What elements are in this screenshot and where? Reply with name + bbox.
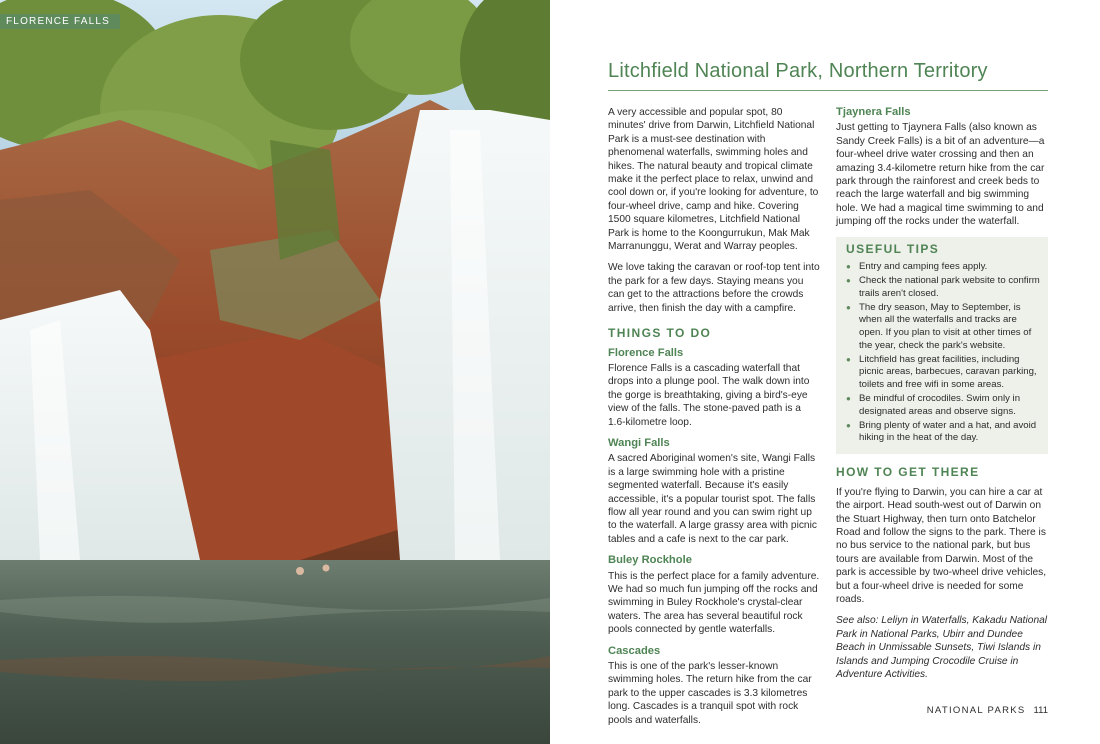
tip-item: ● Entry and camping fees apply. — [846, 261, 1040, 274]
right-column — [836, 106, 1048, 689]
intro-paragraph-2: We love taking the caravan or roof-top tent into the park for a few days. Staying means you can get to the attractions before the crowds arrive, then finish the day with a campfire. — [608, 262, 820, 314]
tip-item: ● The dry season, May to September, is when all the waterfalls and tracks are open. If you plan to visit at other times of the year, check the park's website. — [846, 302, 1040, 352]
photo-caption: FLORENCE FALLS — [0, 14, 120, 29]
page-title: Litchfield National Park, Northern Territory — [608, 60, 988, 82]
tjaynera-falls-text: Just getting to Tjaynera Falls (also known as Sandy Creek Falls) is a bit of an adventure—a four-wheel drive water crossing and then an amazing 3.4-kilometre return hike from the car park through the rainforest and creek beds to reach the large waterfall and big swimming hole. We had a magical time swimming to and jumping off the rocks under the waterfall. — [836, 122, 1045, 228]
how-to-get-there-heading: HOW TO GET THERE — [836, 465, 980, 480]
title-divider — [608, 90, 1048, 91]
wangi-falls-heading: Wangi Falls — [608, 436, 670, 449]
left-column — [608, 106, 820, 735]
see-also-note: See also: Leliyn in Waterfalls, Kakadu National Park in National Parks, Ubirr and Dundee Beach in Unmissable Sunsets, Tiwi Islands in Islands and Jumping Crocodile Cruise in Adventure Activities. — [836, 615, 1048, 681]
tip-item: ● Be mindful of crocodiles. Swim only in designated areas and observe signs. — [846, 393, 1040, 418]
wangi-falls-text: A sacred Aboriginal women's site, Wangi Falls is a large swimming hole with a pristine segmented waterfall. Because it's easily accessible, it's a popular tourist spot. The falls flow all year round and you can swim right up to the waterfall. A large grassy area with picnic tables and a cafe is next to the car park. — [608, 453, 817, 545]
tip-item: ● Bring plenty of water and a hat, and avoid hiking in the heat of the day. — [846, 420, 1040, 445]
tjaynera-falls-heading: Tjaynera Falls — [836, 106, 911, 118]
footer-section-label: NATIONAL PARKS — [926, 705, 1026, 716]
cascades-heading: Cascades — [608, 644, 661, 657]
cascades-text: This is one of the park's lesser-known swimming holes. The return hike from the car park to the upper cascades is 3.3 kilometres long. Cascades is a tranquil spot with rock pools and waterfalls. — [608, 661, 812, 726]
article-page — [550, 0, 1100, 744]
tip-item: ● Litchfield has great facilities, including picnic areas, barbecues, caravan parking, toilets and free wifi in some areas. — [846, 354, 1040, 392]
things-to-do-heading: THINGS TO DO — [608, 326, 712, 341]
how-to-get-there-text: If you're flying to Darwin, you can hire a car at the airport. Head south-west out of Darwin on the Stuart Highway, then turn onto Batchelor Road and follow the signs to the park. There is no bus service to the national park, but bus tours are available from Darwin. Most of the park is accessible by two-wheel drive vehicles, but a four-wheel drive is needed for some roads. — [836, 486, 1047, 606]
useful-tips-box — [836, 237, 1048, 455]
useful-tips-list — [846, 261, 1040, 445]
florence-falls-text: Florence Falls is a cascading waterfall that drops into a plunge pool. The walk down into the gorge is breathtaking, giving a bird's-eye view of the falls. The stone-paved path is a 1.6-kilometre loop. — [608, 362, 810, 428]
tip-item: ● Check the national park website to confirm trails aren't closed. — [846, 275, 1040, 300]
buley-rockhole-text: This is the perfect place for a family adventure. We had so much fun jumping off the rocks and swimming in Buley Rockhole's crystal-clear waters. The area has several beautiful rock pools connected by gentle waterfalls. — [608, 570, 820, 636]
florence-falls-heading: Florence Falls — [608, 346, 684, 359]
page-footer — [927, 705, 1048, 716]
intro-paragraph-1: A very accessible and popular spot, 80 minutes' drive from Darwin, Litchfield National Park is a must-see destination with phenomenal waterfalls, swimming holes and hikes. The natural beauty and tropical climate make it the perfect place to relax, unwind and cool down or, if you're looking for adventure, to four-wheel drive, camp and hike. Covering 1500 square kilometres, Litchfield National Park is home to the Koongurrukun, Mak Mak Marranunggu, Werat and Warray peoples. — [608, 107, 819, 253]
useful-tips-heading: USEFUL TIPS — [846, 241, 940, 256]
buley-rockhole-heading: Buley Rockhole — [608, 554, 692, 567]
page-number: 111 — [1033, 705, 1048, 716]
